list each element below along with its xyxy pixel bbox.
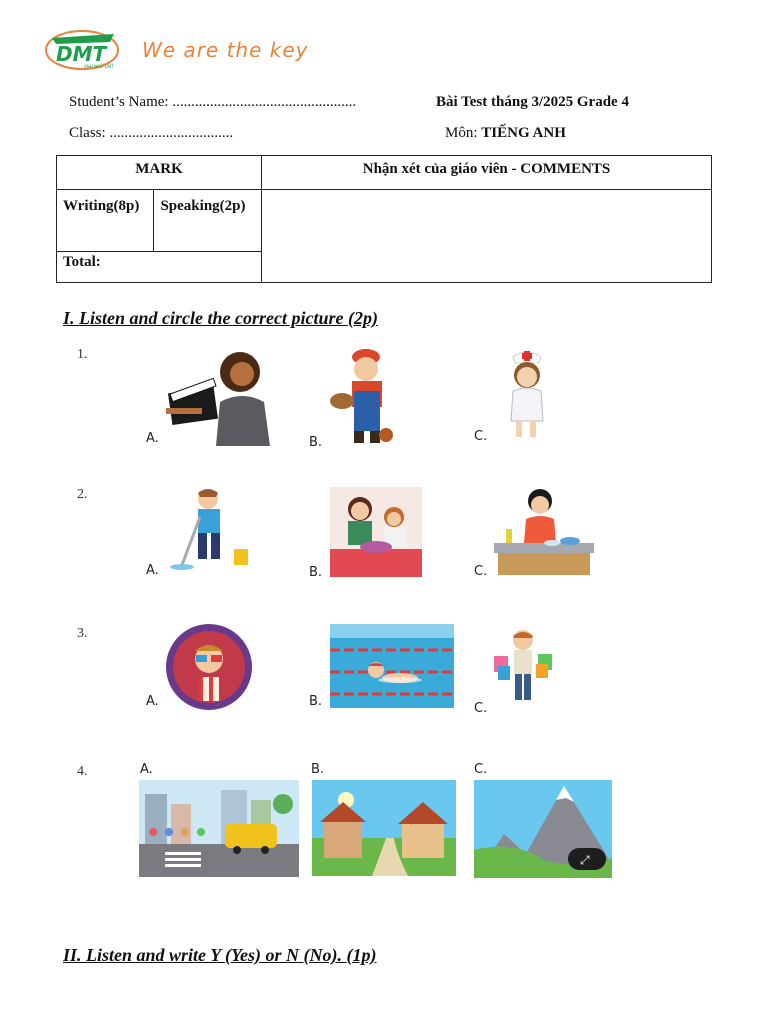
total-score-cell: Total: (57, 252, 262, 283)
q3-option-b[interactable]: B. (309, 694, 323, 709)
dmt-logo (44, 28, 124, 72)
film-director-icon[interactable] (166, 346, 280, 446)
class-field: Class: ................................. (69, 125, 234, 141)
q1-option-b[interactable]: B. (309, 435, 323, 450)
speaking-score-cell: Speaking(2p) (154, 190, 262, 252)
q1-option-c[interactable]: C. (474, 429, 488, 444)
svg-text:ANH NGỮ DMT: ANH NGỮ DMT (84, 64, 114, 69)
farmer-icon[interactable] (330, 347, 396, 445)
question-2-number: 2. (77, 487, 88, 502)
watching-movie-icon[interactable] (165, 623, 253, 711)
q4-option-c[interactable]: C. (474, 762, 488, 777)
test-title: Bài Test tháng 3/2025 Grade 4 (436, 94, 629, 110)
q2-option-a[interactable]: A. (146, 563, 159, 578)
mark-table (56, 155, 712, 283)
q4-option-b[interactable]: B. (311, 762, 325, 777)
q2-option-b[interactable]: B. (309, 565, 323, 580)
q1-option-a[interactable]: A. (146, 431, 159, 446)
comments-cell (262, 190, 712, 283)
subject-line (445, 125, 566, 142)
swimming-icon[interactable] (330, 624, 454, 708)
comments-header: Nhận xét của giáo viên - COMMENTS (262, 156, 712, 190)
question-1-number: 1. (77, 347, 88, 362)
shopping-icon[interactable] (492, 628, 554, 704)
q3-option-c[interactable]: C. (474, 701, 488, 716)
city-street-icon[interactable] (139, 780, 299, 877)
q2-option-c[interactable]: C. (474, 564, 488, 579)
q3-option-a[interactable]: A. (146, 694, 159, 709)
q4-option-a[interactable]: A. (140, 762, 153, 777)
section-2-title: II. Listen and write Y (Yes) or N (No). (1p) (63, 945, 377, 965)
subject-value: TIẾNG ANH (481, 125, 566, 141)
washing-dishes-icon[interactable] (494, 487, 594, 577)
student-name-field: Student’s Name: ................................................. (69, 94, 357, 110)
svg-text:⤢: ⤢ (580, 853, 590, 867)
mark-header: MARK (57, 156, 262, 190)
mountain-icon[interactable] (474, 780, 612, 878)
village-icon[interactable] (312, 780, 456, 876)
writing-score-cell: Writing(8p) (57, 190, 154, 252)
question-3-number: 3. (77, 626, 88, 641)
mopping-floor-icon[interactable] (170, 487, 252, 571)
section-1-title: I. Listen and circle the correct picture (2p) (63, 308, 378, 328)
subject-label: Môn: (445, 125, 478, 141)
slogan: We are the key (142, 38, 309, 62)
nurse-icon[interactable] (501, 347, 551, 441)
cooking-together-icon[interactable] (330, 487, 422, 577)
logo-text: DMT (56, 42, 107, 66)
question-4-number: 4. (77, 764, 88, 779)
